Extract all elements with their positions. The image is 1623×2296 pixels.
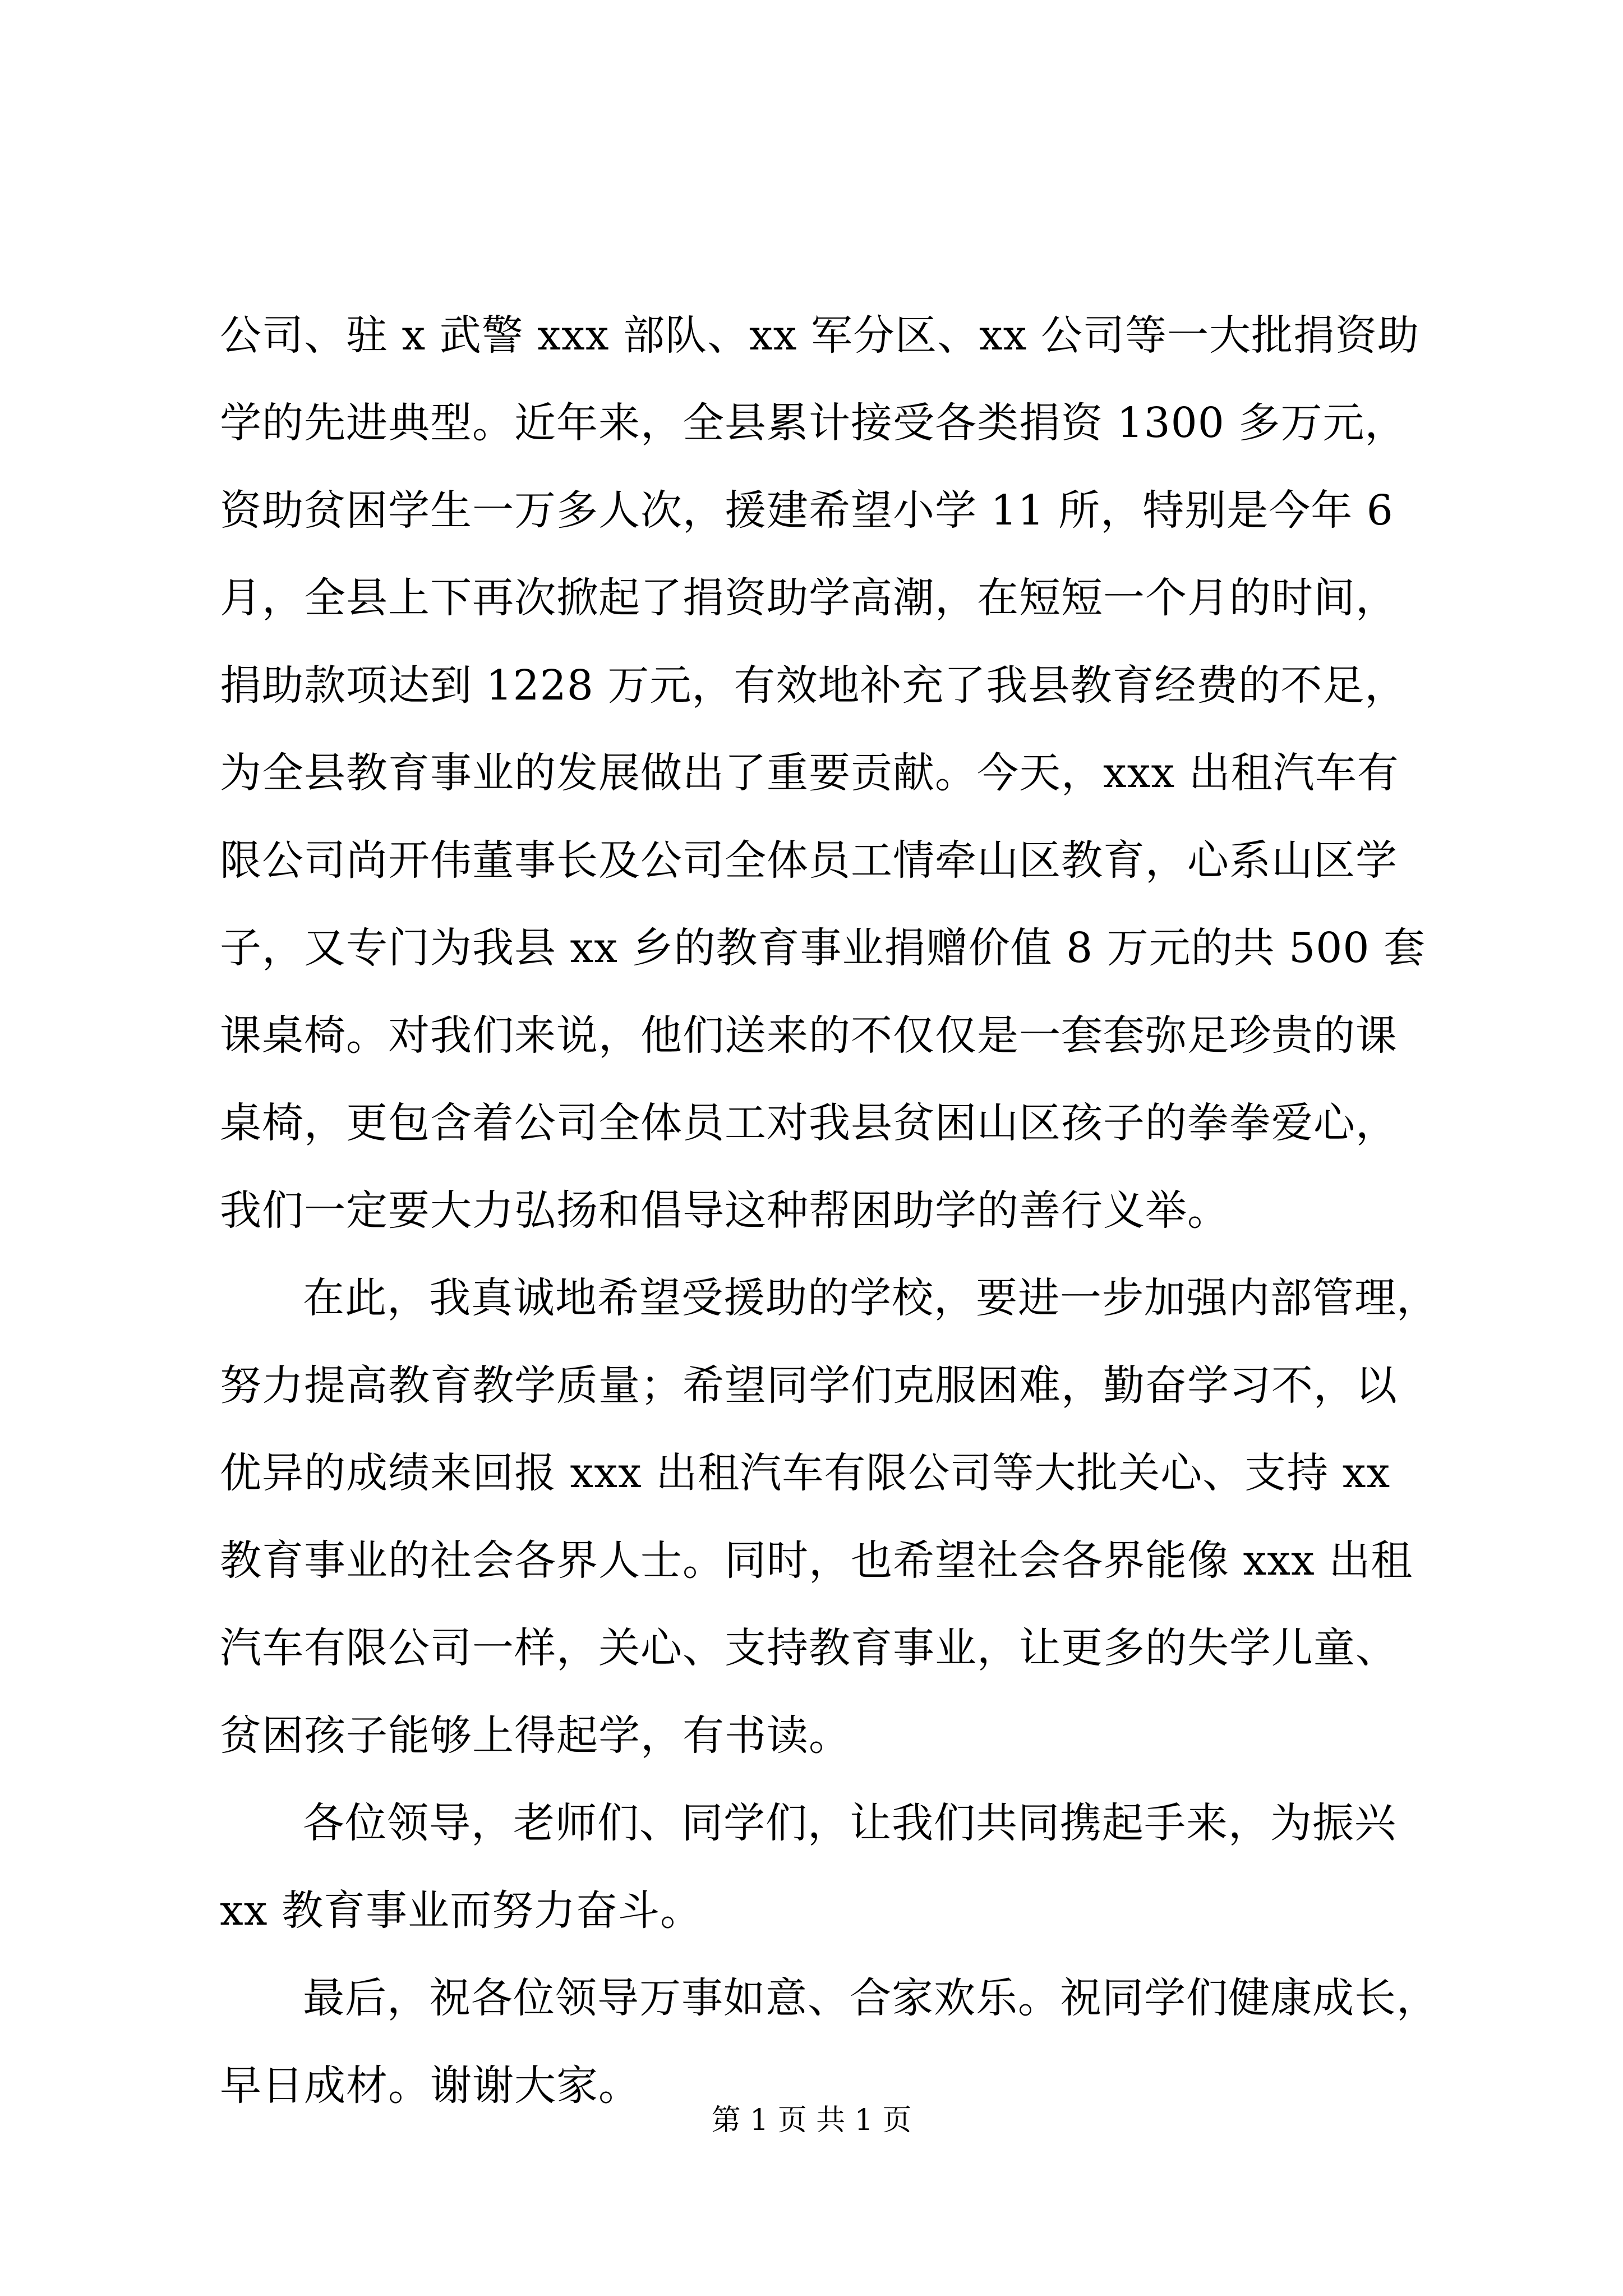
document-body (220, 292, 1438, 2129)
paragraph-line: 优异的成绩来回报 xxx 出租汽车有限公司等大批关心、支持 xx (220, 1449, 1391, 1497)
paragraph-line: 桌椅，更包含着公司全体员工对我县贫困山区孩子的拳拳爱心， (220, 1099, 1398, 1147)
paragraph-2 (220, 1254, 1438, 1779)
paragraph-line: xx 教育事业而努力奋斗。 (220, 1887, 702, 1935)
paragraph-first-line: 各位领导，老师们、同学们，让我们共同携起手来，为振兴 (303, 1799, 1396, 1847)
paragraph-line: 公司、驻 x 武警 xxx 部队、xx 军分区、xx 公司等一大批捐资助 (220, 311, 1419, 360)
paragraph-line: 资助贫困学生一万多人次，援建希望小学 11 所，特别是今年 6 (220, 486, 1394, 535)
paragraph-line: 课桌椅。对我们来说，他们送来的不仅仅是一套套弥足珍贵的课 (220, 1011, 1398, 1060)
paragraph-line: 捐助款项达到 1228 万元，有效地补充了我县教育经费的不足， (220, 661, 1407, 710)
paragraph-line: 学的先进典型。近年来，全县累计接受各类捐资 1300 多万元， (220, 399, 1407, 447)
paragraph-line: 教育事业的社会各界人士。同时，也希望社会各界能像 xxx 出租 (220, 1536, 1413, 1585)
paragraph-3 (220, 1779, 1426, 1954)
paragraph-first-line: 最后，祝各位领导万事如意、合家欢乐。祝同学们健康成长， (303, 1974, 1438, 2022)
paragraph-line: 汽车有限公司一样，关心、支持教育事业，让更多的失学儿童、 (220, 1624, 1398, 1672)
paragraph-line: 月，全县上下再次掀起了捐资助学高潮，在短短一个月的时间， (220, 574, 1398, 622)
paragraph-1 (220, 292, 1426, 1254)
paragraph-line: 早日成材。谢谢大家。 (220, 2062, 640, 2110)
paragraph-line: 限公司尚开伟董事长及公司全体员工情牵山区教育，心系山区学 (220, 836, 1398, 885)
paragraph-line: 为全县教育事业的发展做出了重要贡献。今天，xxx 出租汽车有 (220, 749, 1399, 797)
paragraph-line: 子，又专门为我县 xx 乡的教育事业捐赠价值 8 万元的共 500 套 (220, 924, 1426, 972)
paragraph-line: 努力提高教育教学质量；希望同学们克服困难，勤奋学习不，以 (220, 1361, 1398, 1410)
paragraph-line: 我们一定要大力弘扬和倡导这种帮困助学的善行义举。 (220, 1186, 1229, 1235)
paragraph-line: 贫困孩子能够上得起学，有书读。 (220, 1711, 851, 1760)
page-number-footer: 第 1 页 共 1 页 (711, 2104, 912, 2137)
paragraph-first-line: 在此，我真诚地希望受援助的学校，要进一步加强内部管理， (303, 1274, 1438, 1322)
